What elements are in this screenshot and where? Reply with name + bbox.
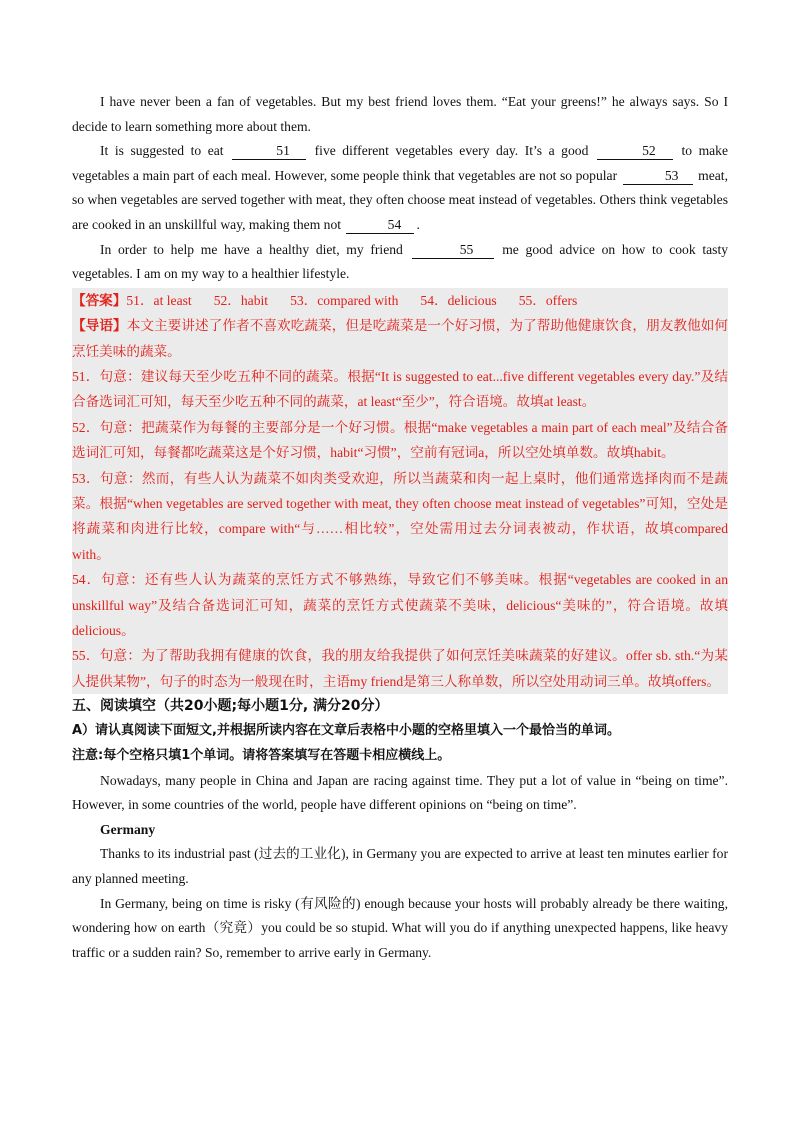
answer-item: 54．delicious bbox=[420, 292, 497, 308]
explanation-51: 51．句意：建议每天至少吃五种不同的蔬菜。根据“It is suggested to eat...five different vegetables every day.”及结合备选词汇可知，每天至少吃五种不同的蔬菜，at least“至少”，符合语境。故填at least。 bbox=[72, 368, 728, 410]
passage-text: In order to help me have a healthy diet, my friend bbox=[100, 241, 403, 257]
reading-paragraph-1: Nowadays, many people in China and Japan are racing against time. They put a lot of value in “being on time”. However, in some countries of the world, people have different opinions on “being on time”. bbox=[72, 772, 728, 813]
guide-text: 本文主要讲述了作者不喜欢吃蔬菜，但是吃蔬菜是一个好习惯，为了帮助他健康饮食，朋友教他如何烹饪美味的蔬菜。 bbox=[72, 318, 729, 359]
section-instruction: A）请认真阅读下面短文,并根据所读内容在文章后表格中小题的空格里填入一个最恰当的单词。 bbox=[72, 723, 621, 739]
document-page bbox=[72, 90, 728, 965]
passage-text: . bbox=[416, 216, 420, 232]
blank-54: 54 bbox=[346, 216, 414, 234]
guide-paragraph bbox=[72, 313, 728, 364]
section-heading: 五、阅读填空（共20小题;每小题1分, 满分20分） bbox=[72, 698, 389, 715]
passage-text: meat, so when vegetables are served together with meat, they often choose meat instead of vegetables. Others think vegetables are cooked in an unskillful way, making them not bbox=[72, 167, 728, 232]
explanation-52: 52．句意：把蔬菜作为每餐的主要部分是一个好习惯。根据“make vegetables a main part of each meal”及结合备选词汇可知，每餐都吃蔬菜这是个好习惯，habit“习惯”，空前有冠词a，所以空处填单数。故填habit。 bbox=[72, 419, 728, 461]
answer-item: 55．offers bbox=[518, 292, 578, 308]
passage-paragraph-2 bbox=[72, 139, 728, 237]
passage-text: five different vegetables every day. It’s a good bbox=[314, 143, 589, 159]
answer-item: 51．at least bbox=[126, 292, 192, 308]
answer-item: 52．habit bbox=[213, 292, 269, 308]
answer-tag: 【答案】 bbox=[72, 292, 127, 308]
explanation-55: 55．句意：为了帮助我拥有健康的饮食，我的朋友给我提供了如何烹饪美味蔬菜的好建议。offer sb. sth.“为某人提供某物”，句子的时态为一般现在时，主语my friend是第三人称单数，所以空处用动词三单。故填offers。 bbox=[72, 648, 728, 689]
passage-paragraph-1: I have never been a fan of vegetables. But my best friend loves them. “Eat your greens!” he always says. So I decide to learn something more about them. bbox=[72, 94, 728, 134]
answer-item: 53．compared with bbox=[290, 292, 399, 308]
guide-tag: 【导语】 bbox=[72, 318, 127, 334]
reading-paragraph-2: Thanks to its industrial past (过去的工业化), in Germany you are expected to arrive at least ten minutes earlier for any planned meeting. bbox=[72, 846, 728, 887]
reading-paragraph-3: In Germany, being on time is risky (有风险的) enough because your hosts will probably already be there waiting, wondering how on earth（究竟）you could be so stupid. What will you do if anything unexpected happens, like heavy traffic or a sudden rain? So, remember to arrive early in Germany. bbox=[72, 895, 728, 960]
passage-text: to make vegetables a main part of each meal. However, some people think that vegetables are not so popular bbox=[72, 143, 729, 183]
reading-subtitle: Germany bbox=[100, 821, 156, 837]
passage-text: It is suggested to eat bbox=[100, 143, 224, 159]
blank-53: 53 bbox=[623, 167, 693, 185]
answer-section bbox=[72, 288, 728, 695]
blank-51: 51 bbox=[232, 142, 306, 160]
blank-52: 52 bbox=[597, 142, 673, 160]
blank-55: 55 bbox=[412, 241, 494, 259]
explanation-54: 54．句意：还有些人认为蔬菜的烹饪方式不够熟练，导致它们不够美味。根据“vegetables are cooked in an unskillful way”及结合备选词汇可知，蔬菜的烹饪方式使蔬菜不美味，delicious“美味的”，符合语境。故填delicious。 bbox=[72, 572, 728, 639]
passage-text: me good advice on how to cook tasty vegetables. I am on my way to a healthier lifestyle. bbox=[72, 241, 729, 282]
passage-paragraph-3 bbox=[72, 238, 728, 287]
answer-list bbox=[72, 288, 728, 313]
explanation-53: 53．句意：然而，有些人认为蔬菜不如肉类受欢迎，所以当蔬菜和肉一起上桌时，他们通常选择肉而不是蔬菜。根据“when vegetables are served together with meat, they often choose meat instead of vegetables”可知，空处是将蔬菜和肉进行比较，compare with“与……相比较”，空处需用过去分词表被动，作状语，故填compared with。 bbox=[72, 470, 728, 562]
section-note: 注意:每个空格只填1个单词。请将答案填写在答题卡相应横线上。 bbox=[72, 747, 451, 763]
